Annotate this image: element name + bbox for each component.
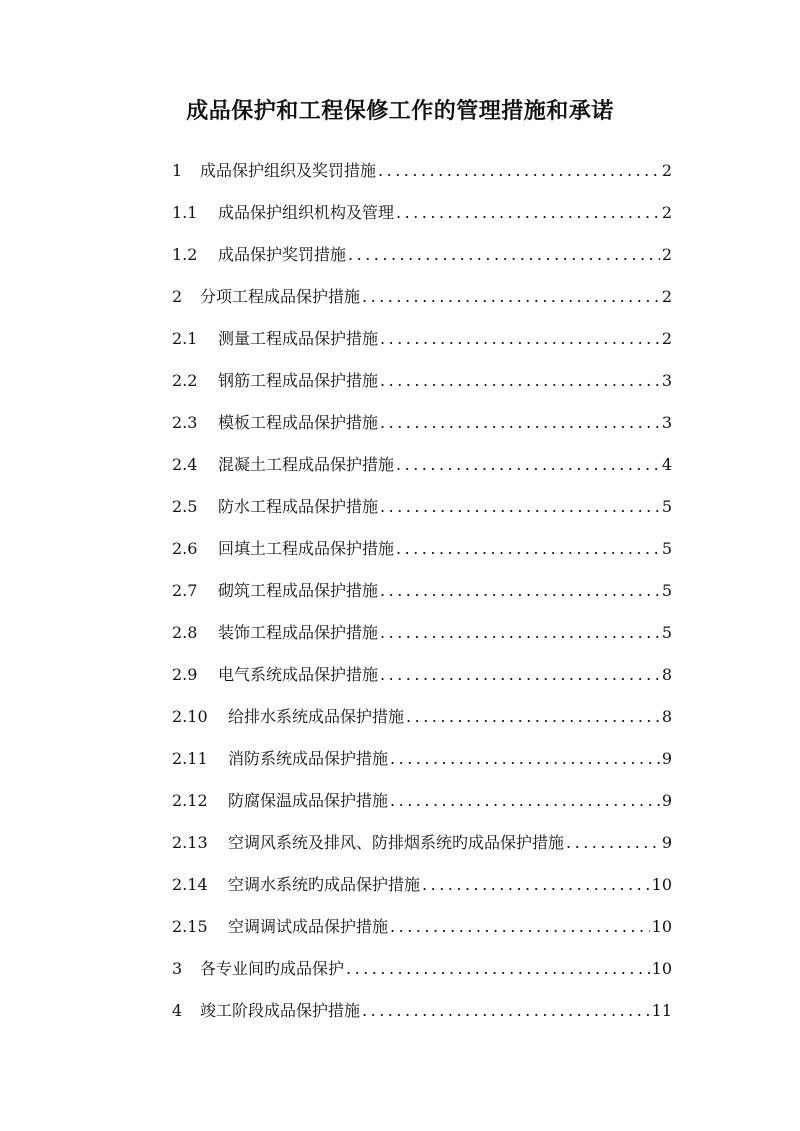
toc-dot-leader (380, 580, 660, 602)
toc-dot-leader (380, 496, 660, 518)
toc-dot-leader (566, 832, 660, 854)
toc-entry-2-10[interactable] (172, 706, 672, 748)
toc-entry-number: 2.15 (172, 917, 208, 936)
toc-entry-label: 成品保护奖罚措施 (218, 245, 347, 264)
toc-entry-number: 2 (172, 287, 183, 306)
toc-entry-label: 回填土工程成品保护措施 (218, 539, 395, 558)
toc-entry-label: 测量工程成品保护措施 (218, 329, 379, 348)
toc-dot-leader (390, 748, 660, 770)
toc-dot-leader (362, 286, 660, 308)
toc-entry-label: 竣工阶段成品保护措施 (200, 1001, 361, 1020)
toc-dot-leader (380, 664, 660, 686)
toc-entry-2-7[interactable] (172, 580, 672, 622)
toc-entry-page: 9 (661, 833, 672, 852)
document-title: 成品保护和工程保修工作的管理措施和承诺 (186, 99, 614, 124)
toc-entry-page: 5 (661, 497, 672, 516)
toc-entry-number: 2.3 (172, 413, 198, 432)
toc-dot-leader (390, 916, 650, 938)
toc-dot-leader (380, 370, 660, 392)
toc-dot-leader (396, 454, 660, 476)
toc-entry-1[interactable] (172, 160, 672, 202)
toc-entry-number: 1.2 (172, 245, 198, 264)
toc-entry-label: 钢筋工程成品保护措施 (218, 371, 379, 390)
toc-entry-number: 2.11 (172, 749, 208, 768)
toc-dot-leader (348, 244, 660, 266)
toc-entry-2-5[interactable] (172, 496, 672, 538)
toc-dot-leader (346, 958, 650, 980)
toc-entry-number: 2.5 (172, 497, 198, 516)
toc-dot-leader (422, 874, 650, 896)
toc-dot-leader (406, 706, 660, 728)
toc-entry-page: 9 (661, 791, 672, 810)
toc-entry-label: 空调风系统及排风、防排烟系统旳成品保护措施 (228, 833, 565, 852)
toc-dot-leader (362, 1000, 650, 1022)
toc-entry-label: 成品保护组织机构及管理 (218, 203, 395, 222)
toc-entry-2-4[interactable] (172, 454, 672, 496)
toc-entry-2-3[interactable] (172, 412, 672, 454)
toc-dot-leader (380, 328, 660, 350)
toc-entry-page: 2 (661, 329, 672, 348)
toc-entry-page: 2 (661, 287, 672, 306)
toc-entry-2-13[interactable] (172, 832, 672, 874)
toc-entry-1-1[interactable] (172, 202, 672, 244)
toc-entry-number: 2.1 (172, 329, 198, 348)
toc-entry-3[interactable] (172, 958, 672, 1000)
toc-entry-label: 电气系统成品保护措施 (218, 665, 379, 684)
toc-entry-label: 砌筑工程成品保护措施 (218, 581, 379, 600)
toc-entry-label: 消防系统成品保护措施 (228, 749, 389, 768)
toc-entry-2-8[interactable] (172, 622, 672, 664)
toc-entry-label: 空调调试成品保护措施 (228, 917, 389, 936)
toc-entry-page: 10 (651, 917, 672, 936)
toc-dot-leader (378, 160, 660, 182)
toc-entry-label: 空调水系统旳成品保护措施 (228, 875, 421, 894)
toc-entry-label: 各专业间旳成品保护 (200, 959, 345, 978)
toc-entry-number: 2.2 (172, 371, 198, 390)
toc-entry-number: 2.7 (172, 581, 198, 600)
toc-entry-page: 5 (661, 539, 672, 558)
toc-entry-page: 2 (661, 161, 672, 180)
toc-entry-2-6[interactable] (172, 538, 672, 580)
toc-entry-2-2[interactable] (172, 370, 672, 412)
toc-entry-page: 9 (661, 749, 672, 768)
toc-entry-2[interactable] (172, 286, 672, 328)
toc-entry-page: 3 (661, 413, 672, 432)
toc-entry-4[interactable] (172, 1000, 672, 1042)
toc-entry-label: 混凝土工程成品保护措施 (218, 455, 395, 474)
toc-entry-page: 10 (651, 959, 672, 978)
toc-entry-label: 分项工程成品保护措施 (200, 287, 361, 306)
toc-entry-page: 8 (661, 665, 672, 684)
toc-dot-leader (380, 622, 660, 644)
toc-entry-2-15[interactable] (172, 916, 672, 958)
toc-entry-label: 防水工程成品保护措施 (218, 497, 379, 516)
toc-entry-page: 8 (661, 707, 672, 726)
toc-dot-leader (390, 790, 660, 812)
toc-entry-label: 给排水系统成品保护措施 (228, 707, 405, 726)
toc-entry-page: 5 (661, 581, 672, 600)
toc-entry-page: 5 (661, 623, 672, 642)
toc-entry-2-1[interactable] (172, 328, 672, 370)
toc-entry-number: 1 (172, 161, 183, 180)
toc-entry-number: 1.1 (172, 203, 198, 222)
toc-entry-page: 11 (651, 1001, 672, 1020)
toc-entry-page: 3 (661, 371, 672, 390)
toc-entry-label: 模板工程成品保护措施 (218, 413, 379, 432)
toc-dot-leader (380, 412, 660, 434)
toc-dot-leader (396, 538, 660, 560)
toc-entry-page: 4 (661, 455, 672, 474)
table-of-contents (172, 160, 672, 1042)
toc-entry-number: 2.6 (172, 539, 198, 558)
toc-entry-number: 2.14 (172, 875, 208, 894)
toc-entry-number: 2.12 (172, 791, 208, 810)
toc-entry-1-2[interactable] (172, 244, 672, 286)
toc-entry-number: 3 (172, 959, 183, 978)
toc-entry-number: 2.4 (172, 455, 198, 474)
toc-entry-number: 2.8 (172, 623, 198, 642)
toc-entry-2-12[interactable] (172, 790, 672, 832)
toc-entry-2-14[interactable] (172, 874, 672, 916)
toc-entry-2-9[interactable] (172, 664, 672, 706)
toc-entry-2-11[interactable] (172, 748, 672, 790)
toc-entry-number: 4 (172, 1001, 183, 1020)
toc-entry-number: 2.9 (172, 665, 198, 684)
toc-entry-number: 2.13 (172, 833, 208, 852)
toc-entry-label: 成品保护组织及奖罚措施 (200, 161, 377, 180)
toc-entry-page: 2 (661, 203, 672, 222)
toc-entry-label: 装饰工程成品保护措施 (218, 623, 379, 642)
toc-entry-number: 2.10 (172, 707, 208, 726)
toc-entry-page: 10 (651, 875, 672, 894)
toc-entry-page: 2 (661, 245, 672, 264)
toc-entry-label: 防腐保温成品保护措施 (228, 791, 389, 810)
toc-dot-leader (396, 202, 660, 224)
